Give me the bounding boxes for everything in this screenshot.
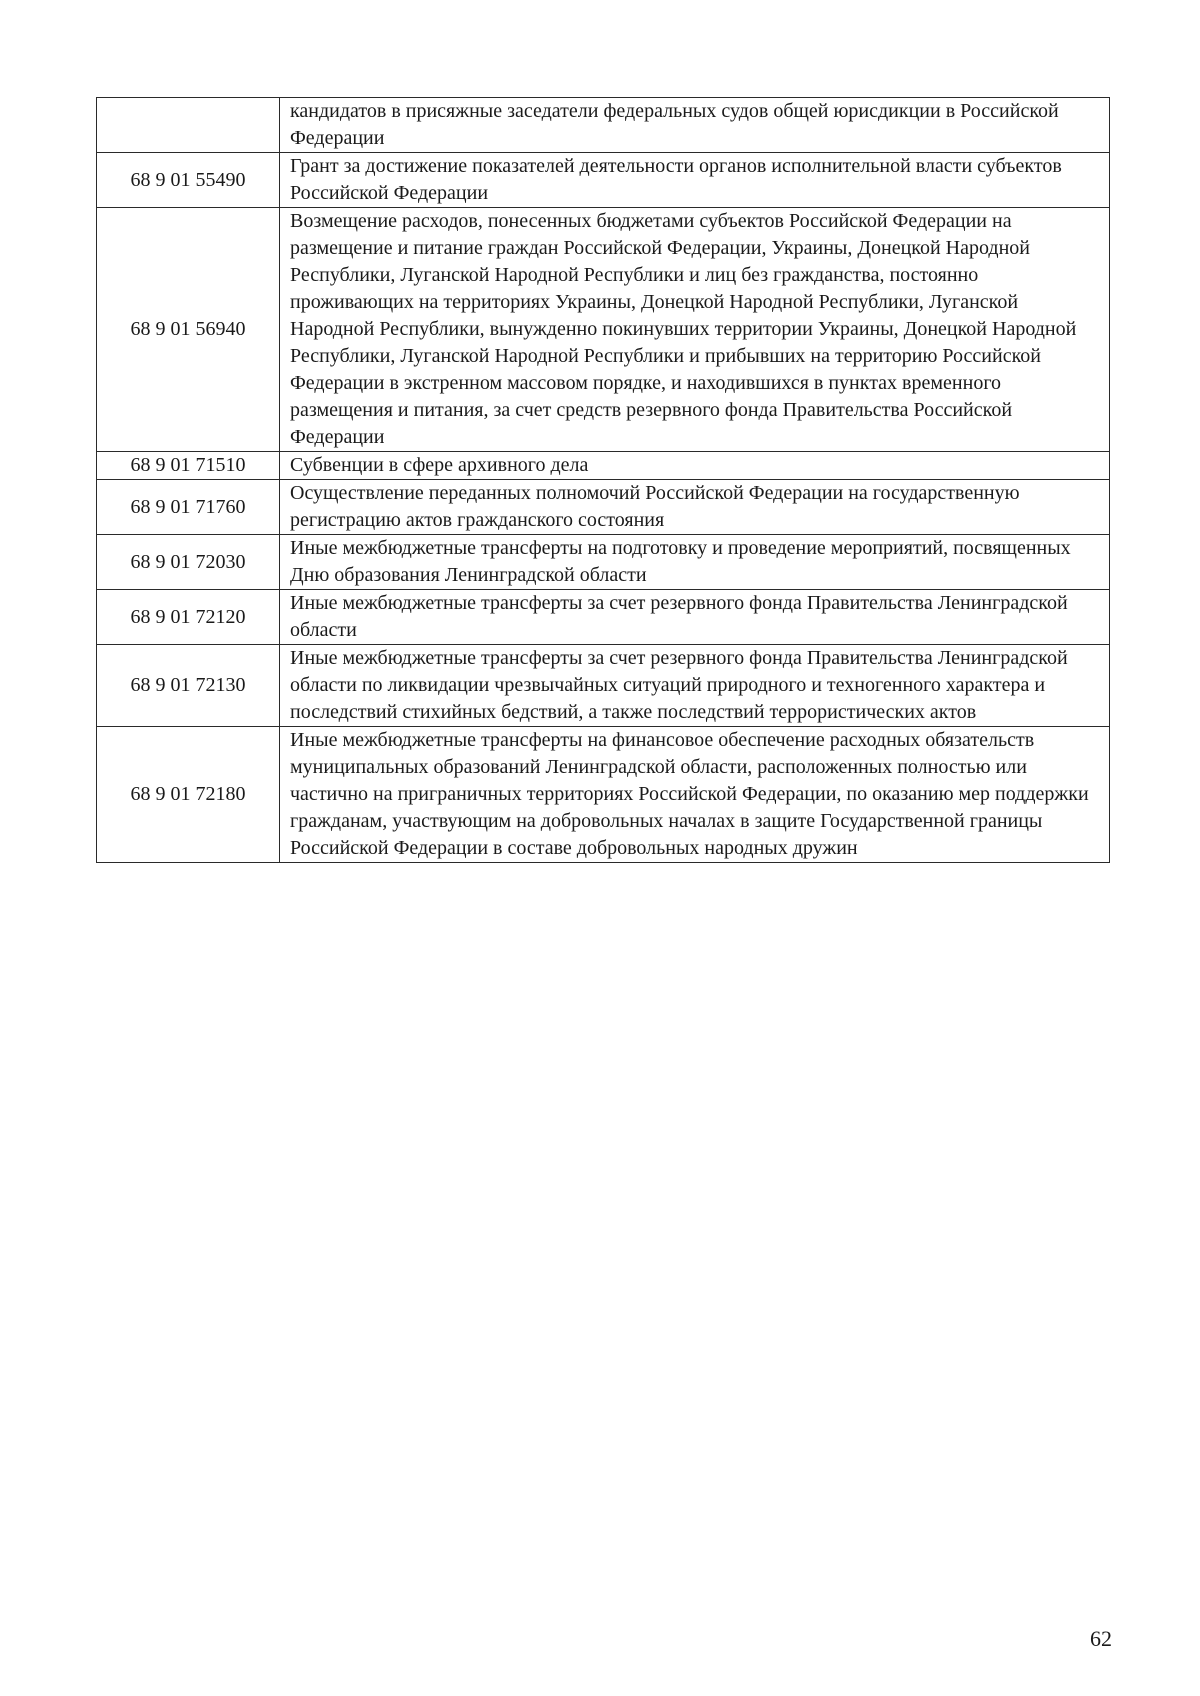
table-row: [97, 452, 1110, 480]
table-body: [97, 98, 1110, 863]
budget-codes-table: [96, 97, 1110, 863]
row-code: 68 9 01 71760: [97, 480, 280, 535]
row-description: Иные межбюджетные трансферты за счет резервного фонда Правительства Ленинградской области: [280, 590, 1110, 645]
row-code: 68 9 01 72180: [97, 727, 280, 863]
table-row: [97, 590, 1110, 645]
row-description: Иные межбюджетные трансферты на подготовку и проведение мероприятий, посвященных Дню образования Ленинградской области: [280, 535, 1110, 590]
row-description: Субвенции в сфере архивного дела: [280, 452, 1110, 480]
row-code: 68 9 01 72030: [97, 535, 280, 590]
row-code: 68 9 01 71510: [97, 452, 280, 480]
row-description: кандидатов в присяжные заседатели федеральных судов общей юрисдикции в Российской Федерации: [280, 98, 1110, 153]
table-row: [97, 535, 1110, 590]
row-code: 68 9 01 72130: [97, 645, 280, 727]
row-description: Осуществление переданных полномочий Российской Федерации на государственную регистрацию актов гражданского состояния: [280, 480, 1110, 535]
table-row: [97, 727, 1110, 863]
row-code: 68 9 01 56940: [97, 208, 280, 452]
table-row: [97, 645, 1110, 727]
table-row: [97, 208, 1110, 452]
row-description: Иные межбюджетные трансферты за счет резервного фонда Правительства Ленинградской области по ликвидации чрезвычайных ситуаций природного и техногенного характера и последствий стихийных бедствий, а также последствий террористических актов: [280, 645, 1110, 727]
row-code: 68 9 01 72120: [97, 590, 280, 645]
row-description: Возмещение расходов, понесенных бюджетами субъектов Российской Федерации на размещение и питание граждан Российской Федерации, Украины, Донецкой Народной Республики, Луганской Народной Республики и лиц без гражданства, постоянно проживающих на территориях Украины, Донецкой Народной Республики, Луганской Народной Республики, вынужденно покинувших территории Украины, Донецкой Народной Республики, Луганской Народной Республики и прибывших на территорию Российской Федерации в экстренном массовом порядке, и находившихся в пунктах временного размещения и питания, за счет средств резервного фонда Правительства Российской Федерации: [280, 208, 1110, 452]
table-row: [97, 153, 1110, 208]
row-description: Грант за достижение показателей деятельности органов исполнительной власти субъектов Российской Федерации: [280, 153, 1110, 208]
row-code: 68 9 01 55490: [97, 153, 280, 208]
row-code: [97, 98, 280, 153]
table-row: [97, 480, 1110, 535]
page-number: 62: [1090, 1626, 1112, 1651]
table-row: [97, 98, 1110, 153]
row-description: Иные межбюджетные трансферты на финансовое обеспечение расходных обязательств муниципальных образований Ленинградской области, расположенных полностью или частично на приграничных территориях Российской Федерации, по оказанию мер поддержки гражданам, участвующим на добровольных началах в защите Государственной границы Российской Федерации в составе добровольных народных дружин: [280, 727, 1110, 863]
